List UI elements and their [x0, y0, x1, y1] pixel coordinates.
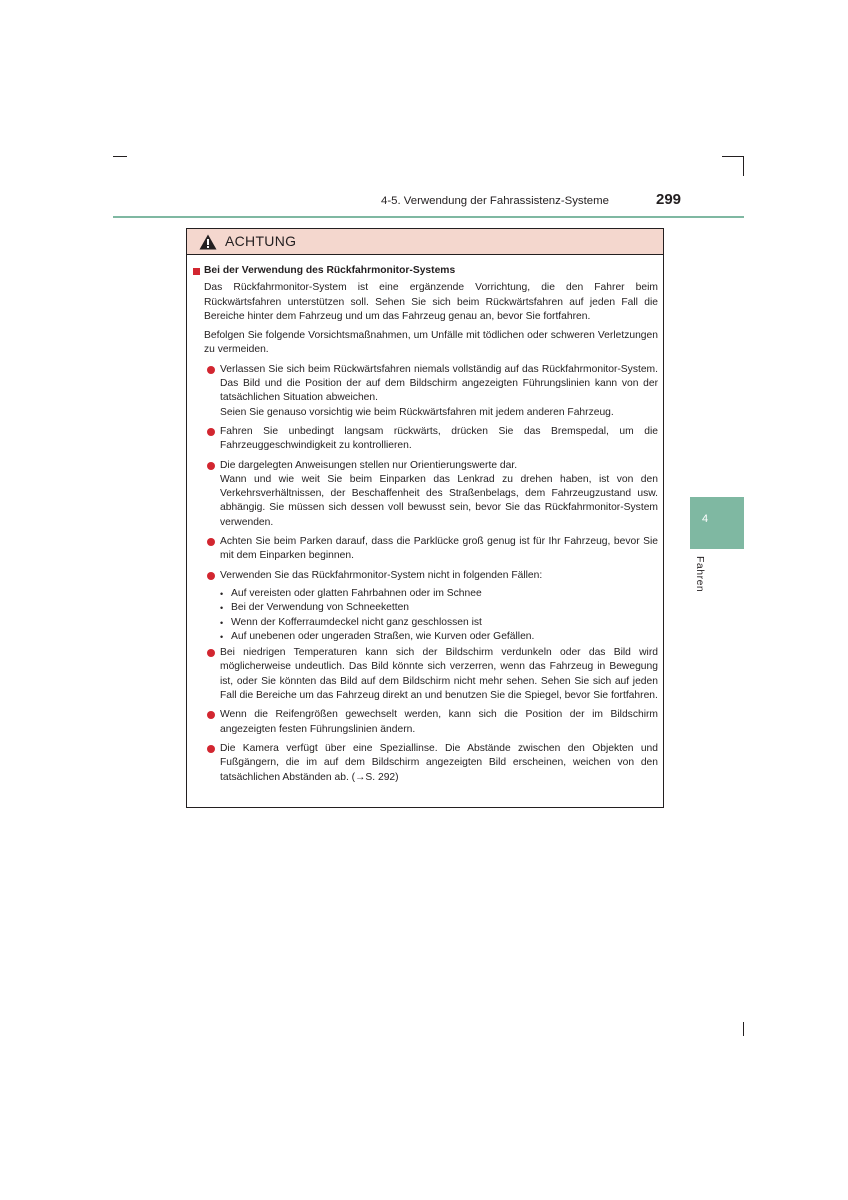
red-bullet-icon — [207, 366, 215, 374]
crop-mark-bottom-right — [743, 1022, 744, 1036]
chapter-tab — [690, 497, 744, 549]
bullet-item — [204, 708, 658, 737]
bullet-text: Bei niedrigen Temperaturen kann sich der Bildschirm verdunkeln oder das Bild wird möglicherweise undeutlich. Das Bild könnte sich verzerren, wenn das Fahrzeug in Bewegung ist, oder Sie könnten das Bild auf dem Bildschirm nicht mehr sehen. Sehen Sie sich auf jeden Fall die Bereiche um das Fahrzeug direkt an und benutzen Sie die Spiegel, bevor Sie fortfahren. — [220, 647, 658, 702]
red-bullet-icon — [207, 572, 215, 580]
red-bullet-icon — [207, 538, 215, 546]
sub-list — [220, 587, 658, 644]
chapter-number: 4 — [702, 513, 709, 525]
paragraph: Befolgen Sie folgende Vorsichtsmaßnahmen, um Unfälle mit tödlichen oder schweren Verletzungen zu vermeiden. — [204, 330, 658, 356]
chapter-label: Fahren — [694, 556, 706, 593]
bullet-item — [204, 535, 658, 564]
bullet-item — [204, 569, 658, 644]
bullet-text: Die dargelegten Anweisungen stellen nur Orientierungswerte dar. — [220, 459, 518, 471]
sub-list-item: • Bei der Verwendung von Schneeketten — [220, 601, 658, 615]
bullet-item — [204, 742, 658, 785]
square-bullet-icon — [193, 268, 200, 275]
red-bullet-icon — [207, 745, 215, 753]
page-number: 299 — [656, 191, 682, 208]
section-title: 4-5. Verwendung der Fahrassistenz-Systeme — [381, 195, 609, 207]
bullet-text: Fahren Sie unbedingt langsam rückwärts, drücken Sie das Bremspedal, um die Fahrzeuggeschwindigkeit zu kontrollieren. — [220, 425, 658, 452]
sub-list-item: • Auf vereisten oder glatten Fahrbahnen oder im Schnee — [220, 587, 658, 601]
red-bullet-icon — [207, 711, 215, 719]
crop-mark-top-right-v — [743, 156, 744, 176]
bullet-item — [204, 646, 658, 703]
header-rule — [113, 216, 744, 218]
sub-list-item: • Wenn der Kofferraumdeckel nicht ganz geschlossen ist — [220, 616, 658, 630]
bullet-text: Achten Sie beim Parken darauf, dass die Parklücke groß genug ist für Ihr Fahrzeug, bevor Sie mit dem Einparken beginnen. — [220, 536, 658, 562]
bullet-extra-text: Wann und wie weit Sie beim Einparken das Lenkrad zu drehen haben, ist von den Verkehrsverhältnissen, der Beschaffenheit des Straßenbelags, dem Fahrzeugzustand usw. abhängig. Sie müssen sich dessen voll bewusst sein, bevor Sie das Rückfahrmonitor-System verwenden. — [220, 473, 658, 528]
warning-heading — [192, 264, 658, 278]
bullet-extra-text: Seien Sie genauso vorsichtig wie beim Rückwärtsfahren mit jedem anderen Fahrzeug. — [220, 406, 614, 418]
warning-box — [186, 228, 664, 808]
warning-title: ACHTUNG — [225, 233, 297, 249]
bullet-text: Verlassen Sie sich beim Rückwärtsfahren niemals vollständig auf das Rückfahrmonitor-System. Das Bild und die Position der auf dem Bildschirm angezeigten Führungslinien kann von der tatsächlichen Situation abweichen. — [220, 363, 658, 404]
paragraph: Das Rückfahrmonitor-System ist eine ergänzende Vorrichtung, die den Fahrer beim Rückwärtsfahren unterstützen soll. Sehen Sie sich beim Rückwärtsfahren auf jeden Fall die Bereiche hinter dem Fahrzeug und um das Fahrzeug genau an, bevor Sie fortfahren. — [204, 282, 658, 322]
crop-mark-top-right-h — [722, 156, 744, 157]
warning-header — [187, 229, 663, 255]
bullet-text: Verwenden Sie das Rückfahrmonitor-System nicht in folgenden Fällen: — [220, 569, 543, 581]
bullet-item — [204, 425, 658, 454]
warning-body — [187, 255, 663, 785]
crop-mark-top-left — [113, 156, 127, 157]
bullet-item — [204, 459, 658, 530]
warning-triangle-icon — [199, 234, 217, 250]
warning-heading-text: Bei der Verwendung des Rückfahrmonitor-Systems — [204, 265, 456, 276]
red-bullet-icon — [207, 462, 215, 470]
red-bullet-icon — [207, 428, 215, 436]
sub-list-item: • Auf unebenen oder ungeraden Straßen, wie Kurven oder Gefällen. — [220, 630, 658, 644]
bullet-text: Wenn die Reifengrößen gewechselt werden, kann sich die Position der im Bildschirm angezeigten festen Führungslinien ändern. — [220, 709, 658, 735]
bullet-text: Die Kamera verfügt über eine Speziallinse. Die Abstände zwischen den Objekten und Fußgängern, die im auf dem Bildschirm angezeigten Bild erscheinen, weichen von den tatsächlichen Abständen ab. (→S. 292) — [220, 742, 658, 783]
bullet-item — [204, 363, 658, 420]
red-bullet-icon — [207, 649, 215, 657]
